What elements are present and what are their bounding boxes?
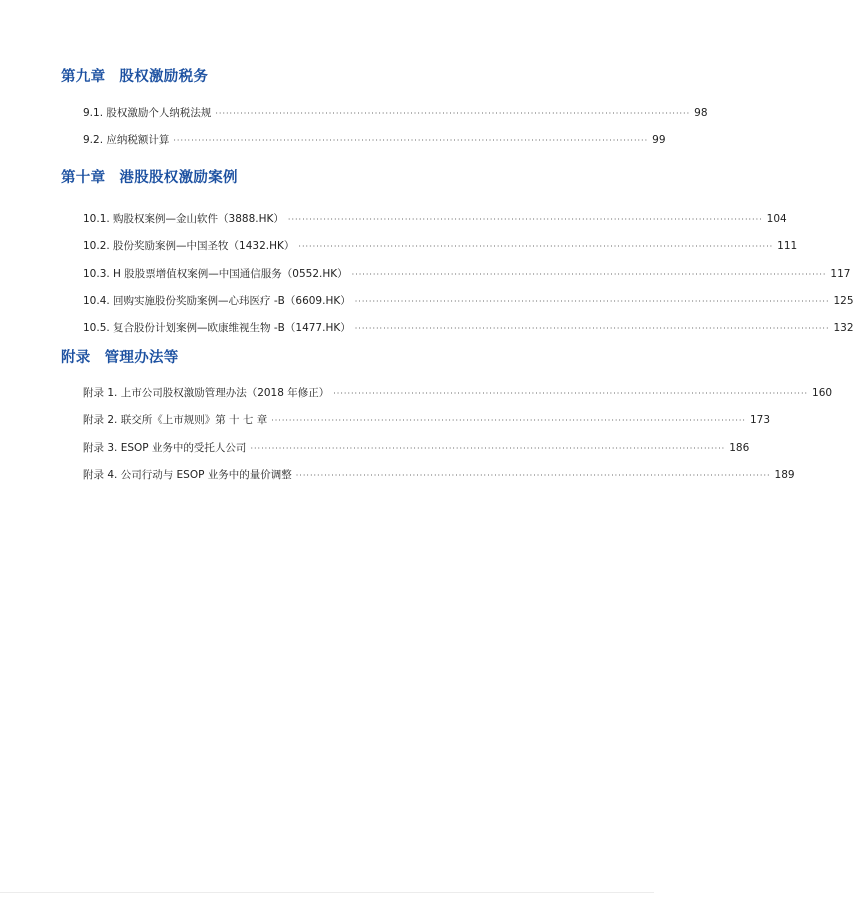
toc-chapter-10 — [61, 167, 854, 342]
toc-entry-label: 9.2. 应纳税额计算 — [83, 134, 170, 147]
toc-entry[interactable] — [83, 206, 787, 233]
toc-page-number: 104 — [766, 213, 787, 225]
toc-entry-label: 附录 3. ESOP 业务中的受托人公司 — [83, 441, 247, 454]
toc-entry-list — [61, 206, 854, 342]
toc-page-number: 98 — [694, 107, 708, 119]
leader-dots — [333, 380, 808, 407]
toc-page-number: 111 — [777, 240, 798, 253]
leader-dots — [271, 407, 746, 434]
toc-entry[interactable] — [83, 315, 854, 342]
toc-entry-list — [61, 100, 708, 155]
leader-dots — [355, 288, 830, 315]
toc-page-number: 132 — [833, 322, 854, 335]
leader-dots — [352, 261, 827, 288]
toc-entry-label: 9.1. 股权激励个人纳税法规 — [83, 107, 212, 119]
chapter-number: 第十章 — [61, 170, 106, 186]
toc-page-number: 117 — [830, 267, 851, 280]
toc-entry[interactable] — [83, 100, 708, 127]
chapter-heading — [61, 347, 575, 369]
toc-entry-label: 10.2. 股份奖励案例—中国圣牧（1432.HK） — [83, 240, 295, 253]
toc-entry[interactable] — [83, 127, 666, 154]
toc-entry[interactable] — [83, 462, 795, 489]
toc-entry-label: 10.4. 回购实施股份奖励案例—心玮医疗 -B（6609.HK） — [83, 294, 351, 307]
toc-page-number: 125 — [833, 294, 854, 307]
toc-page-number: 189 — [774, 468, 795, 481]
chapter-number: 第九章 — [61, 69, 106, 85]
toc-entry[interactable] — [83, 288, 854, 315]
toc-entry-label: 10.1. 购股权案例—金山软件（3888.HK） — [83, 213, 284, 225]
toc-entry-label: 附录 2. 联交所《上市规则》第 十 七 章 — [83, 414, 268, 427]
chapter-name: 港股股权激励案例 — [119, 170, 238, 186]
chapter-heading — [61, 167, 575, 189]
toc-entry-list — [61, 380, 833, 489]
toc-entry[interactable] — [83, 380, 833, 407]
toc-entry[interactable] — [83, 261, 851, 288]
toc-entry-label: 附录 1. 上市公司股权激励管理办法（2018 年修正） — [83, 387, 330, 399]
leader-dots — [215, 100, 690, 127]
toc-entry-label: 10.5. 复合股份计划案例—欧康维视生物 -B（1477.HK） — [83, 322, 351, 335]
toc-entry[interactable] — [83, 435, 750, 462]
leader-dots — [355, 315, 830, 342]
toc-entry[interactable] — [83, 407, 771, 434]
toc-page-number: 160 — [812, 387, 833, 399]
chapter-heading — [61, 66, 575, 88]
toc-page-number: 99 — [652, 134, 666, 147]
leader-dots — [288, 206, 763, 233]
chapter-name: 管理办法等 — [104, 350, 179, 366]
toc-entry-label: 10.3. H 股股票增值权案例—中国通信服务（0552.HK） — [83, 267, 348, 280]
toc-entry-label: 附录 4. 公司行动与 ESOP 业务中的量价调整 — [83, 468, 292, 481]
leader-dots — [250, 435, 725, 462]
leader-dots — [298, 233, 773, 260]
leader-dots — [173, 127, 648, 154]
toc-appendix — [61, 347, 833, 489]
page-bottom-divider — [0, 892, 654, 893]
toc-page-number: 173 — [749, 414, 771, 427]
toc-page-number: 186 — [729, 441, 750, 454]
toc-chapter-9 — [61, 66, 708, 155]
leader-dots — [296, 462, 771, 489]
toc-entry[interactable] — [83, 233, 798, 260]
chapter-number: 附录 — [61, 350, 91, 366]
chapter-name: 股权激励税务 — [119, 69, 209, 85]
